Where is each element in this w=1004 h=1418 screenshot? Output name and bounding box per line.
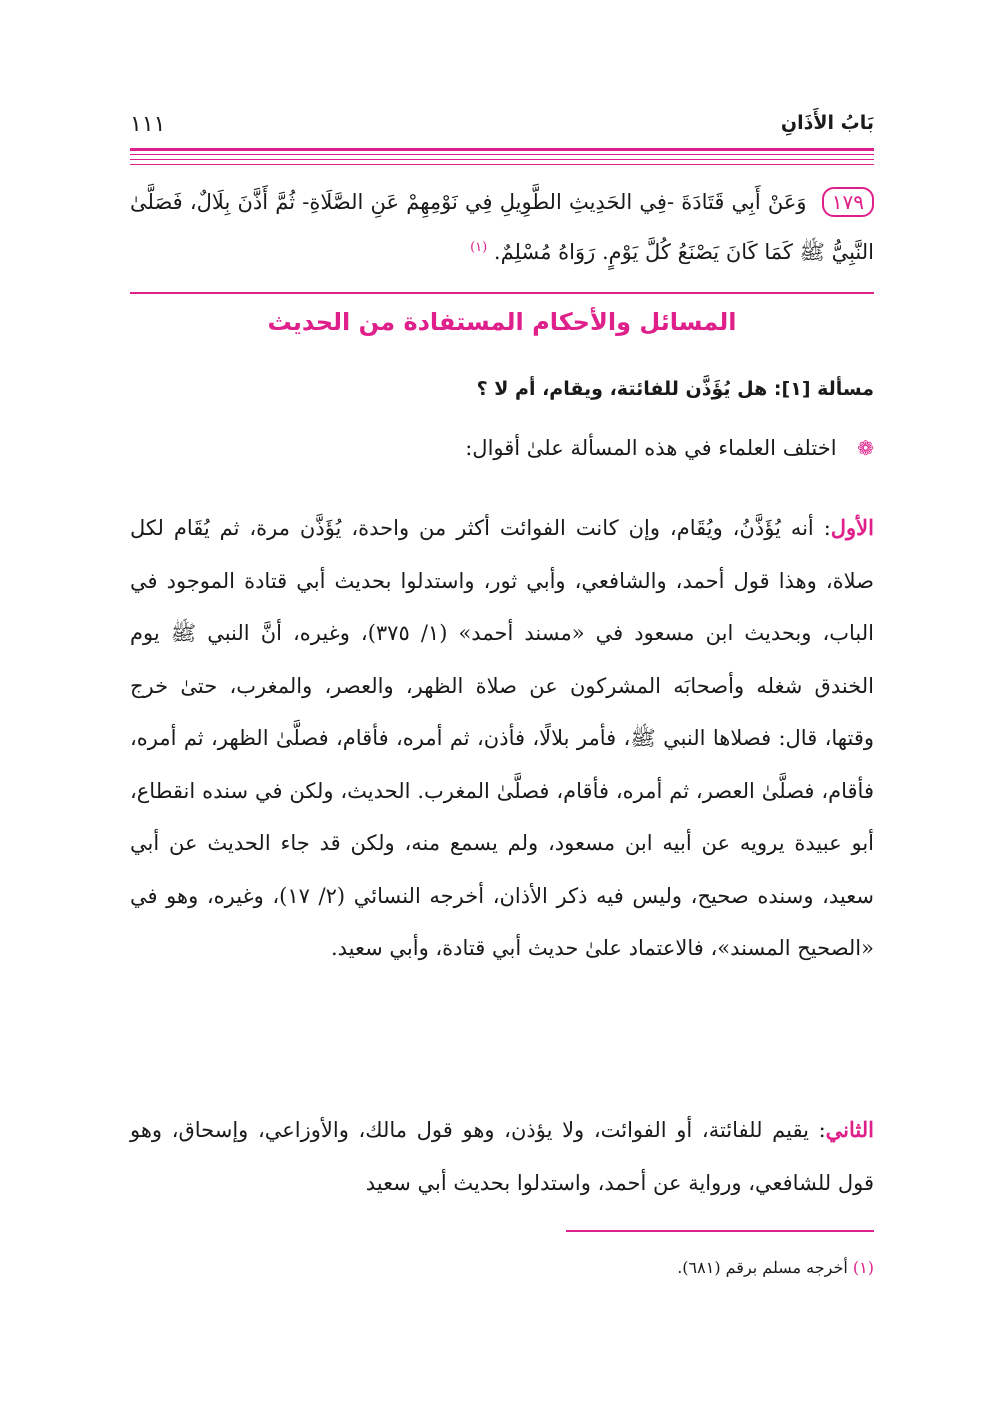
question-heading: مسألة [١]: هل يُؤَذَّن للفائتة، ويقام، أم لا ؟ <box>476 378 874 400</box>
footnote-reference[interactable]: (١) <box>470 240 488 255</box>
intro-text: اختلف العلماء في هذه المسألة علىٰ أقوال: <box>465 436 837 460</box>
header-rule-thick <box>130 148 874 151</box>
opinion-lead-first: الأول <box>830 515 874 540</box>
footnote-number: (١) <box>852 1258 874 1277</box>
footnote-separator <box>566 1230 874 1232</box>
footnote <box>130 1258 874 1277</box>
section-title: المسائل والأحكام المستفادة من الحديث <box>267 308 737 336</box>
hadith-divider <box>130 292 874 294</box>
opinion-text-second: : يقيم للفائتة، أو الفوائت، ولا يؤذن، وهو قول مالك، والأوزاعي، وإسحاق، وهو قول للشافعي، ورواية عن أحمد، واستدلوا بحديث أبي سعيد <box>130 1118 874 1195</box>
intro-line <box>130 436 874 460</box>
opinion-paragraph-second <box>130 1104 874 1209</box>
header-rule-thin-3 <box>130 164 874 165</box>
opinion-paragraph-first <box>130 502 874 975</box>
opinion-lead-second: الثاني <box>825 1117 874 1142</box>
flower-ornament-icon: ❁ <box>857 436 874 460</box>
hadith-block <box>130 180 874 275</box>
hadith-number-badge: ١٧٩ <box>822 187 874 217</box>
hadith-text: وَعَنْ أَبِي قَتَادَةَ -فِي الحَدِيثِ الطَّوِيلِ فِي نَوْمِهِمْ عَنِ الصَّلَاةِ- ثُمَّ أَذَّنَ بِلَالٌ، فَصَلَّىٰ النَّبِيُّ ﷺ كَمَا كَانَ يَصْنَعُ كُلَّ يَوْمٍ. رَوَاهُ مُسْلِمٌ. <box>130 190 874 264</box>
footnote-text: أخرجه مسلم برقم (٦٨١). <box>677 1258 848 1277</box>
page-number: ١١١ <box>130 112 166 137</box>
page-header <box>130 112 874 148</box>
chapter-title: بَابُ الأَذَانِ <box>780 112 874 134</box>
header-rule-thin-1 <box>130 154 874 155</box>
opinion-text-first: : أنه يُؤَذَّنُ، ويُقَام، وإن كانت الفوائت أكثر من واحدة، يُؤَذَّن مرة، ثم يُقَام لكل صلاة، وهذا قول أحمد، والشافعي، وأبي ثور، واستدلوا بحديث أبي قتادة الموجود في الباب، وبحديث ابن مسعود في «مسند أحمد» (١/ ٣٧٥)، وغيره، أنَّ النبي ﷺ يوم الخندق شغله وأصحابَه المشركون عن صلاة الظهر، والعصر، والمغرب، حتىٰ خرج وقتها، قال: فصلاها النبي ﷺ، فأمر بلالًا، فأذن، ثم أمره، فأقام، فصلَّىٰ الظهر، ثم أمره، فأقام، فصلَّىٰ العصر، ثم أمره، فأقام، فصلَّىٰ المغرب. الحديث، ولكن في سنده انقطاع، أبو عبيدة يرويه عن أبيه ابن مسعود، ولم يسمع منه، ولكن قد جاء الحديث عن أبي سعيد، وسنده صحيح، وليس فيه ذكر الأذان، أخرجه النسائي (٢/ ١٧)، وغيره، وهو في «الصحيح المسند»، فالاعتماد علىٰ حديث أبي قتادة، وأبي سعيد. <box>130 516 874 960</box>
header-rule-thin-2 <box>130 159 874 160</box>
